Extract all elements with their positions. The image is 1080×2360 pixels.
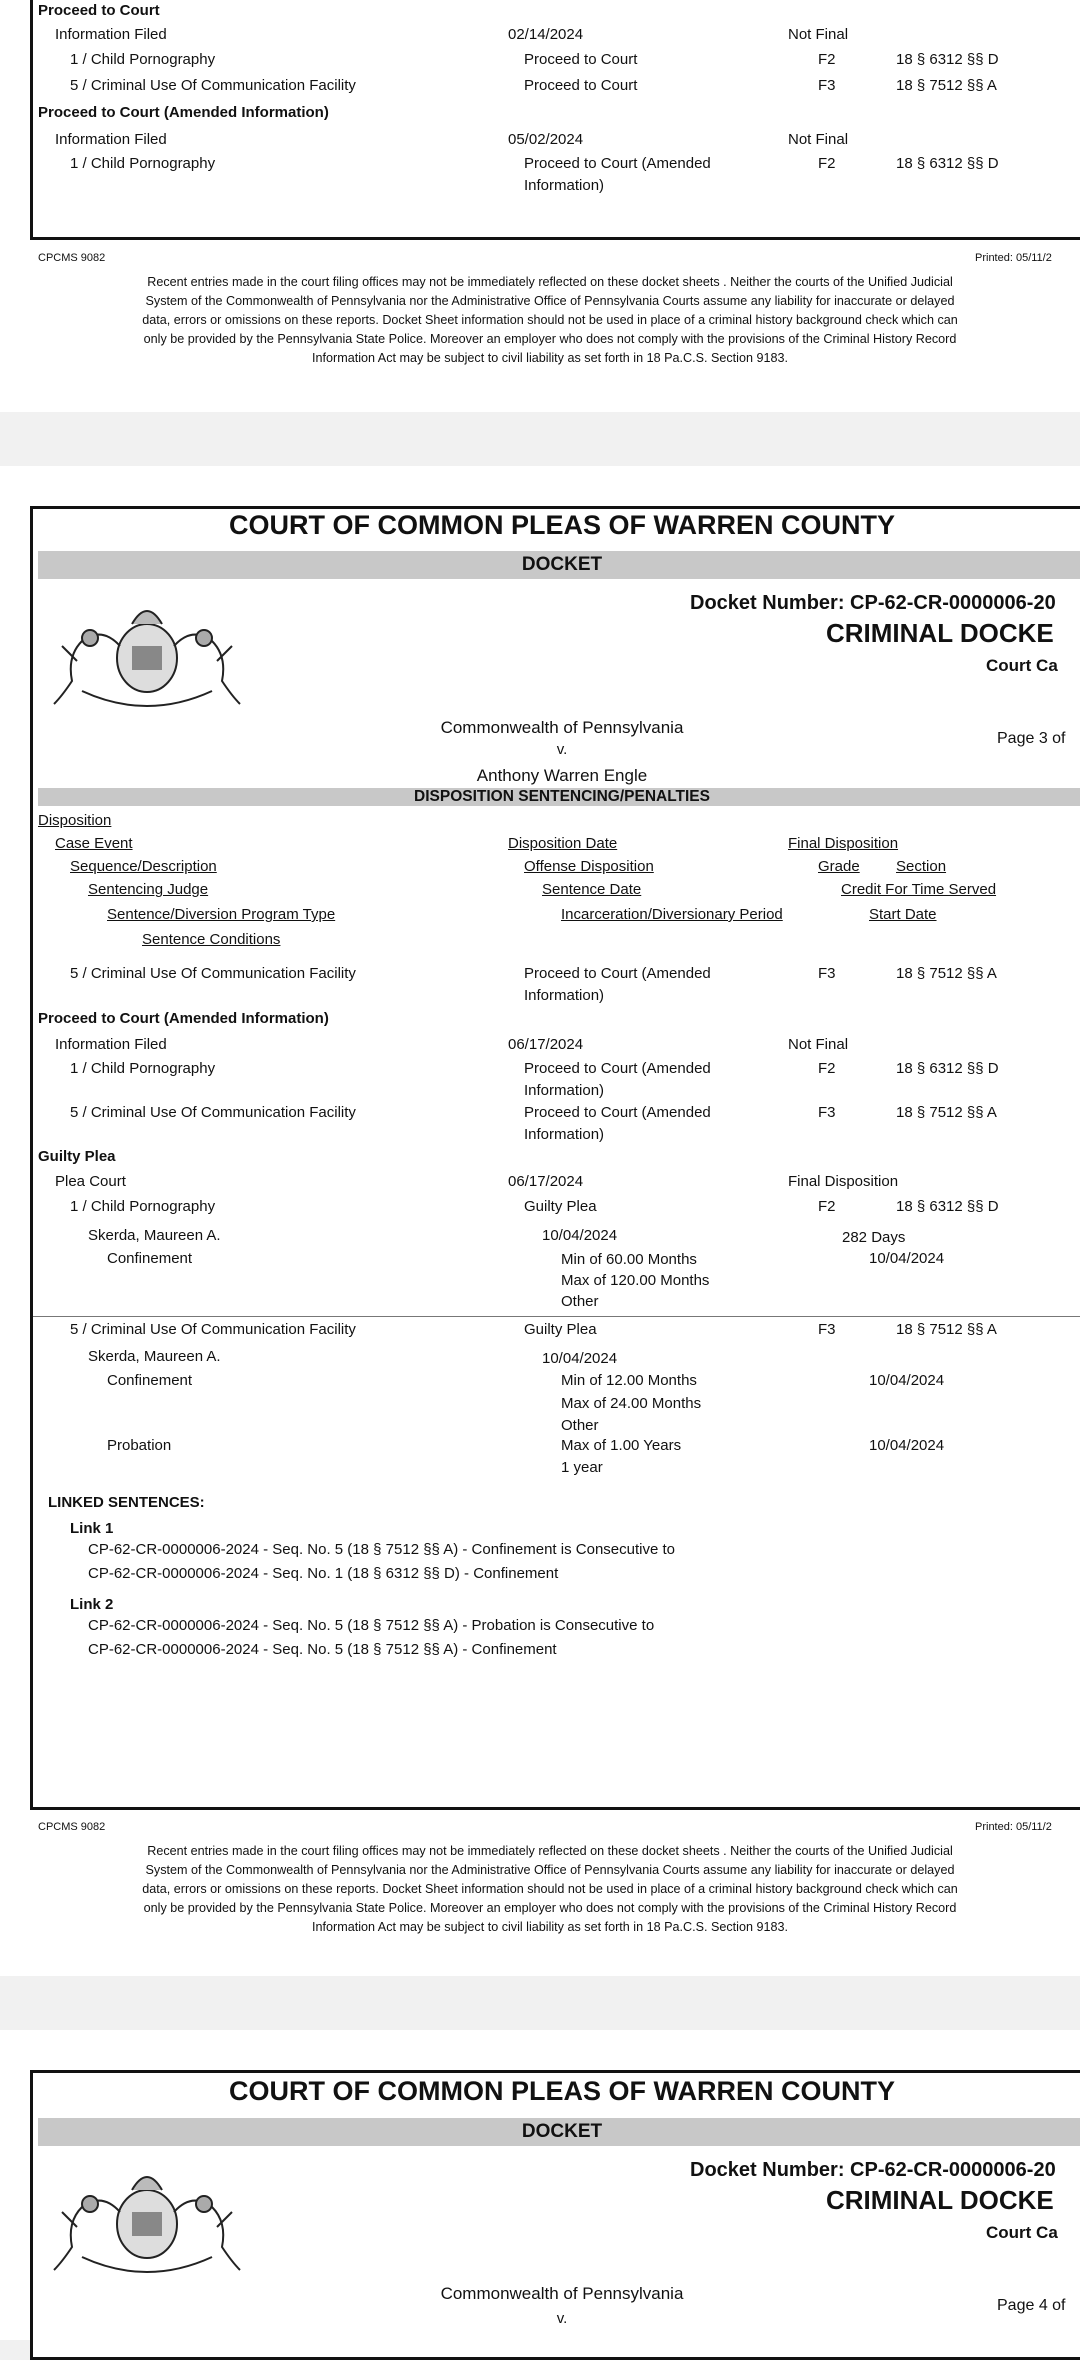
sentence-max: Max of 24.00 Months [561,1395,702,1412]
proceed-amended-heading: Proceed to Court (Amended Information) [38,1010,329,1027]
court-title: COURT OF COMMON PLEAS OF WARREN COUNTY [229,2076,895,2106]
amended-information-filed-label: Information Filed [55,1036,167,1053]
charge-row-section: 18 § 6312 §§ D [896,1198,999,1215]
sentencing-judge: Skerda, Maureen A. [88,1348,221,1365]
disclaimer-line: System of the Commonwealth of Pennsylvania nor the Administrative Office of Pennsylvania Courts assume any liability for inaccurate or delayed [145,294,955,308]
criminal-docket-heading: CRIMINAL DOCKE [826,2185,1054,2215]
cpcms-code: CPCMS 9082 [38,252,106,264]
plea-court-status: Final Disposition [788,1173,899,1190]
charge-row-grade: F3 [818,77,836,94]
disclaimer-line: only be provided by the Pennsylvania State Police. Moreover an employer who does not comply with the provisions of the Criminal History Record [143,1901,957,1915]
charge-row-section: 18 § 7512 §§ A [896,1104,997,1121]
probation-max: Max of 1.00 Years [561,1437,682,1454]
sentencing-judge: Skerda, Maureen A. [88,1227,221,1244]
pennsylvania-seal-icon [42,2152,252,2287]
sentence-min: Min of 12.00 Months [561,1372,697,1389]
court-case-label: Court Ca [986,2223,1058,2242]
docket-label: DOCKET [521,2121,603,2142]
charge-row-desc: 1 / Child Pornography [70,51,216,68]
sentence-start-date: 10/04/2024 [869,1250,945,1267]
charge-row-section: 18 § 7512 §§ A [896,965,997,982]
row-divider [33,1316,1080,1317]
information-filed-status: Not Final [788,26,849,43]
section-title: DISPOSITION SENTENCING/PENALTIES [414,788,710,805]
charge-row-disposition: Guilty Plea [524,1198,597,1215]
charge-row-disposition: Proceed to Court (Amended [524,155,711,172]
disclaimer-line: System of the Commonwealth of Pennsylvania nor the Administrative Office of Pennsylvania Courts assume any liability for inaccurate or delayed [145,1863,955,1877]
probation-type: Probation [107,1437,172,1454]
legend-program: Sentence/Diversion Program Type [107,906,336,923]
charge-row-section: 18 § 6312 §§ D [896,155,999,172]
charge-row-disposition-cont: Information) [524,177,605,194]
sentence-max: Max of 120.00 Months [561,1272,710,1289]
court-title: COURT OF COMMON PLEAS OF WARREN COUNTY [229,510,895,540]
legend-start-date: Start Date [869,906,937,923]
cpcms-code: CPCMS 9082 [38,1821,106,1833]
disclaimer-line: Recent entries made in the court filing offices may not be immediately reflected on these docket sheets . Neither the courts of the Unified Judicial [147,1844,953,1858]
legend-sentence-date: Sentence Date [542,881,642,898]
charge-row-desc: 5 / Criminal Use Of Communication Facility [70,77,356,94]
plea-court-label: Plea Court [55,1173,126,1190]
printed-date: Printed: 05/11/2 [975,252,1052,264]
criminal-docket-heading: CRIMINAL DOCKE [826,618,1054,648]
page-number: Page 3 of [997,730,1066,747]
sentence-type: Confinement [107,1372,193,1389]
charge-row-section: 18 § 7512 §§ A [896,1321,997,1338]
link-line: CP-62-CR-0000006-2024 - Seq. No. 5 (18 § 7512 §§ A) - Probation is Consecutive to [88,1617,655,1634]
legend-incarceration: Incarceration/Diversionary Period [561,906,783,923]
amended-information-filed-status: Not Final [788,131,849,148]
charge-row-desc: 1 / Child Pornography [70,1060,216,1077]
legend-sequence: Sequence/Description [70,858,217,875]
charge-row-desc: 1 / Child Pornography [70,155,216,172]
charge-row-desc: 5 / Criminal Use Of Communication Facility [70,965,356,982]
charge-row-disposition: Guilty Plea [524,1321,597,1338]
sentence-start-date: 10/04/2024 [869,1372,945,1389]
charge-row-disposition-cont: Information) [524,1126,605,1143]
disclaimer-line: only be provided by the Pennsylvania State Police. Moreover an employer who does not comply with the provisions of the Criminal History Record [143,332,957,346]
charge-row-disposition: Proceed to Court (Amended [524,1060,711,1077]
plea-court-date: 06/17/2024 [508,1173,584,1190]
charge-row-grade: F3 [818,965,836,982]
charge-row-section: 18 § 6312 §§ D [896,1060,999,1077]
charge-row-section: 18 § 6312 §§ D [896,51,999,68]
charge-row-disposition: Proceed to Court (Amended [524,1104,711,1121]
information-filed-label: Information Filed [55,26,167,43]
charge-row-grade: F3 [818,1321,836,1338]
page-number: Page 4 of [997,2297,1066,2314]
charge-row-desc: 5 / Criminal Use Of Communication Facility [70,1321,356,1338]
charge-row-disposition-cont: Information) [524,987,605,1004]
amended-information-filed-date: 06/17/2024 [508,1036,584,1053]
legend-grade: Grade [818,858,860,875]
docket-label: DOCKET [521,554,603,575]
legend-disposition: Disposition [38,812,112,829]
disclaimer-line: Recent entries made in the court filing offices may not be immediately reflected on these docket sheets . Neither the courts of the Unified Judicial [147,275,953,289]
guilty-plea-heading: Guilty Plea [38,1148,116,1165]
charge-row-disposition: Proceed to Court [524,51,638,68]
link-label: Link 1 [70,1520,114,1537]
disclaimer-line: Information Act may be subject to civil liability as set forth in 18 Pa.C.S. Section 9183. [312,351,788,365]
information-filed-date: 02/14/2024 [508,26,584,43]
proceed-to-court-heading: Proceed to Court [38,2,160,19]
legend-offense-disposition: Offense Disposition [524,858,654,875]
link-label: Link 2 [70,1596,114,1613]
disclaimer [80,1842,1020,1937]
disclaimer-line: Information Act may be subject to civil liability as set forth in 18 Pa.C.S. Section 9183. [312,1920,788,1934]
charge-row-disposition-cont: Information) [524,1082,605,1099]
charge-row-section: 18 § 7512 §§ A [896,77,997,94]
printed-date: Printed: 05/11/2 [975,1821,1052,1833]
amended-information-filed-date: 05/02/2024 [508,131,584,148]
proceed-amended-heading: Proceed to Court (Amended Information) [38,104,329,121]
legend-section: Section [896,858,947,875]
sentence-min: Min of 60.00 Months [561,1251,697,1268]
charge-row-grade: F2 [818,1198,836,1215]
linked-sentences-heading: LINKED SENTENCES: [48,1494,205,1511]
disclaimer-line: data, errors or omissions on these reports. Docket Sheet information should not be used in place of a criminal history background check which can [142,1882,958,1896]
amended-information-filed-status: Not Final [788,1036,849,1053]
legend-judge: Sentencing Judge [88,881,209,898]
charge-row-grade: F2 [818,155,836,172]
disclaimer-line: data, errors or omissions on these reports. Docket Sheet information should not be used in place of a criminal history background check which can [142,313,958,327]
charge-row-desc: 5 / Criminal Use Of Communication Facility [70,1104,356,1121]
legend-credit: Credit For Time Served [841,881,997,898]
link-line: CP-62-CR-0000006-2024 - Seq. No. 5 (18 § 7512 §§ A) - Confinement is Consecutive to [88,1541,675,1558]
legend-case-event: Case Event [55,835,133,852]
legend-final-disposition: Final Disposition [788,835,899,852]
defendant-name: Anthony Warren Engle [476,766,648,785]
charge-row-grade: F2 [818,1060,836,1077]
legend-conditions: Sentence Conditions [142,931,281,948]
amended-information-filed-label: Information Filed [55,131,167,148]
charge-row-disposition: Proceed to Court (Amended [524,965,711,982]
plaintiff-name: Commonwealth of Pennsylvania [440,2284,684,2303]
disclaimer [80,273,1020,368]
docket-number: Docket Number: CP-62-CR-0000006-20 [690,592,1056,614]
legend-disposition-date: Disposition Date [508,835,618,852]
probation-length: 1 year [561,1459,603,1476]
probation-start-date: 10/04/2024 [869,1437,945,1454]
pennsylvania-seal-icon [42,586,252,721]
link-line: CP-62-CR-0000006-2024 - Seq. No. 1 (18 § 6312 §§ D) - Confinement [88,1565,559,1582]
court-case-label: Court Ca [986,656,1058,675]
charge-row-grade: F2 [818,51,836,68]
sentence-date: 10/04/2024 [542,1350,618,1367]
sentence-other: Other [561,1293,599,1310]
sentence-type: Confinement [107,1250,193,1267]
charge-row-desc: 1 / Child Pornography [70,1198,216,1215]
credit-time-served: 282 Days [842,1229,906,1246]
sentence-date: 10/04/2024 [542,1227,618,1244]
charge-row-disposition: Proceed to Court [524,77,638,94]
versus: v. [556,2310,568,2327]
sentence-other: Other [561,1417,599,1434]
docket-number: Docket Number: CP-62-CR-0000006-20 [690,2159,1056,2181]
link-line: CP-62-CR-0000006-2024 - Seq. No. 5 (18 § 7512 §§ A) - Confinement [88,1641,557,1658]
versus: v. [556,741,568,758]
charge-row-grade: F3 [818,1104,836,1121]
plaintiff-name: Commonwealth of Pennsylvania [440,718,684,737]
